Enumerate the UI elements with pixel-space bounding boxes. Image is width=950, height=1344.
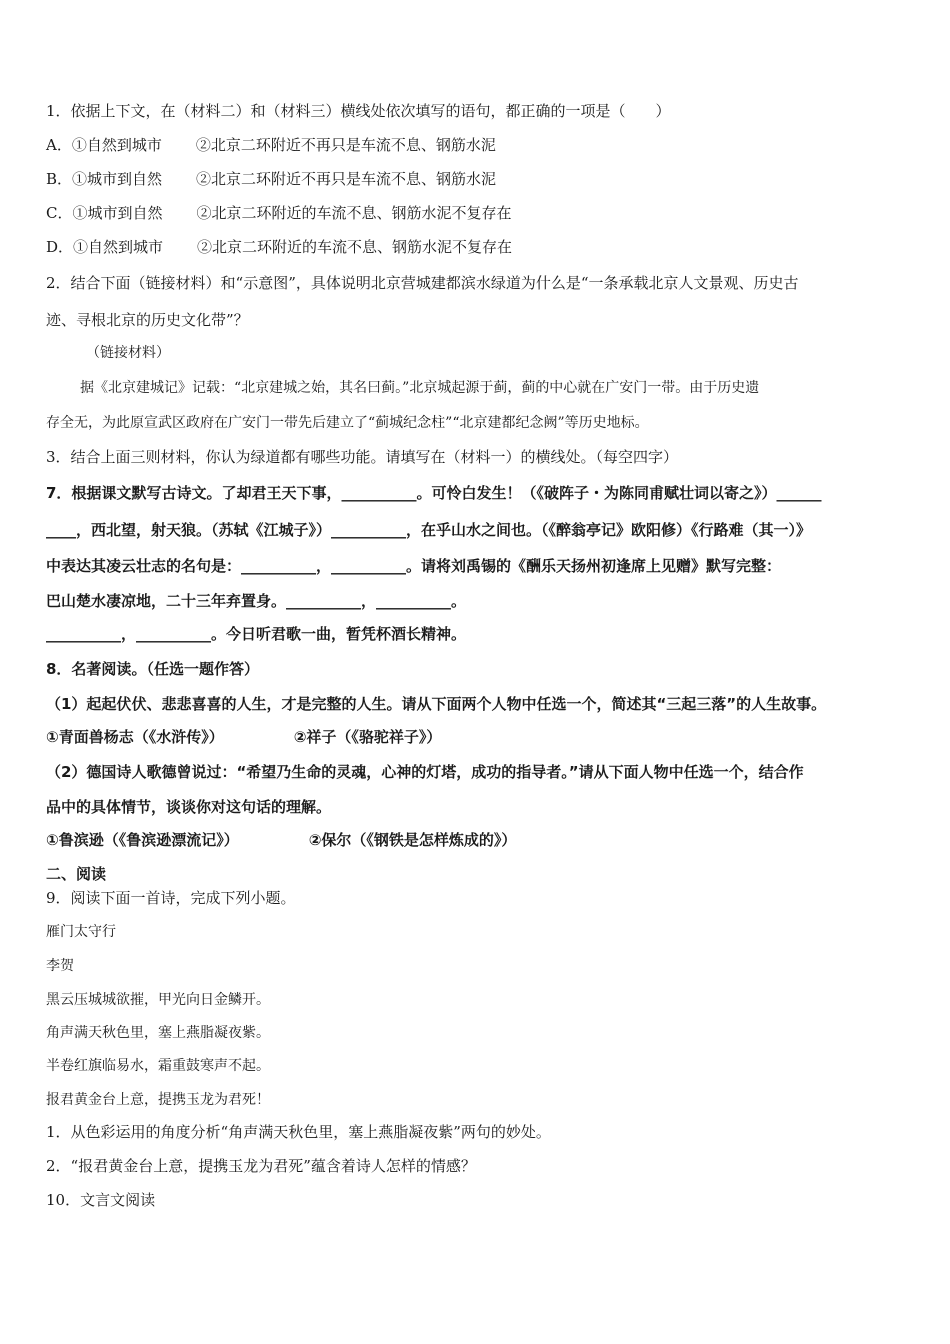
q9-sub2: 2．“报君黄金台上意，提携玉龙为君死”蕴含着诗人怎样的情感？ xyxy=(46,1157,476,1175)
q8-part2-line1: （2）德国诗人歌德曾说过：“希望乃生命的灵魂，心神的灯塔，成功的指导者。”请从下面人物中任选一个，结合作 xyxy=(46,763,804,781)
q7-line4: 巴山楚水凄凉地，二十三年弃置身。__________，__________。 xyxy=(46,592,467,610)
option-label: A．①自然到城市 xyxy=(46,136,162,154)
q1-option-d xyxy=(46,237,512,257)
q9-sub1: 1．从色彩运用的角度分析“角声满天秋色里，塞上燕脂凝夜紫”两句的妙处。 xyxy=(46,1123,551,1141)
option-text: ②北京二环附近的车流不息、钢筋水泥不复存在 xyxy=(197,238,513,256)
question-10: 10．文言文阅读 xyxy=(46,1191,156,1209)
poem-line: 半卷红旗临易水，霜重鼓寒声不起。 xyxy=(46,1058,270,1074)
option-label: D．①自然到城市 xyxy=(46,238,164,256)
q7-line1: 7．根据课文默写古诗文。了却君王天下事，__________。可怜白发生！（《破阵子・为陈同甫赋壮词以寄之》）______ xyxy=(46,484,822,502)
section-heading: 二、阅读 xyxy=(46,865,107,883)
poem-line: 角声满天秋色里，塞上燕脂凝夜紫。 xyxy=(46,1025,270,1041)
q8-part1: （1）起起伏伏、悲悲喜喜的人生，才是完整的人生。请从下面两个人物中任选一个，简述其“三起三落”的人生故事。 xyxy=(46,695,827,713)
q9-stem: 9．阅读下面一首诗，完成下列小题。 xyxy=(46,889,296,907)
poem-line: 黑云压城城欲摧，甲光向日金鳞开。 xyxy=(46,992,270,1008)
option-yang-zhi: ①青面兽杨志（《水浒传》） xyxy=(46,728,224,746)
option-paul: ②保尔（《钢铁是怎样炼成的》） xyxy=(308,831,517,849)
q2-link-line2: 存全无，为此原宣武区政府在广安门一带先后建立了“蓟城纪念柱”“北京建都纪念阙”等历史地标。 xyxy=(46,415,649,431)
option-xiangzi: ②祥子（《骆驼祥子》） xyxy=(293,728,442,746)
option-label: C．①城市到自然 xyxy=(46,204,163,222)
option-text: ②北京二环附近不再只是车流不息、钢筋水泥 xyxy=(195,136,496,154)
q7-line5: __________，__________。今日听君歌一曲，暂凭杯酒长精神。 xyxy=(46,625,467,643)
q1-stem: 1．依据上下文，在（材料二）和（材料三）横线处依次填写的语句，都正确的一项是（ ） xyxy=(46,102,671,120)
poem-title: 雁门太守行 xyxy=(46,924,116,940)
poem-author: 李贺 xyxy=(46,958,74,974)
q2-stem-line2: 迹、寻根北京的历史文化带”？ xyxy=(46,311,249,329)
q7-line2: ____，西北望，射天狼。（苏轼《江城子》）__________，在乎山水之间也。（《醉翁亭记》欧阳修）《行路难（其一）》 xyxy=(46,521,812,539)
q8-part2-line2: 品中的具体情节，谈谈你对这句话的理解。 xyxy=(46,798,332,816)
q2-link-line1: 据《北京建城记》记载：“北京建城之始，其名曰蓟。”北京城起源于蓟，蓟的中心就在广安门一带。由于历史遗 xyxy=(80,380,760,396)
option-text: ②北京二环附近的车流不息、钢筋水泥不复存在 xyxy=(196,204,512,222)
poem-line: 报君黄金台上意，提携玉龙为君死！ xyxy=(46,1092,270,1108)
q8-title: 8．名著阅读。（任选一题作答） xyxy=(46,660,259,678)
q1-option-a xyxy=(46,135,496,155)
q1-option-c xyxy=(46,203,512,223)
option-text: ②北京二环附近不再只是车流不息、钢筋水泥 xyxy=(196,170,497,188)
option-robinson: ①鲁滨逊（《鲁滨逊漂流记》） xyxy=(46,831,239,849)
q2-stem-line1: 2．结合下面（链接材料）和“示意图”，具体说明北京营城建都滨水绿道为什么是“一条承载北京人文景观、历史古 xyxy=(46,274,799,292)
q2-link-title: （链接材料） xyxy=(86,345,170,361)
option-label: B．①城市到自然 xyxy=(46,170,163,188)
q8-part1-options xyxy=(46,727,441,747)
question-3: 3．结合上面三则材料，你认为绿道都有哪些功能。请填写在（材料一）的横线处。（每空四字） xyxy=(46,448,679,466)
q7-line3: 中表达其凌云壮志的名句是：__________，__________。请将刘禹锡的《酬乐天扬州初逢席上见赠》默写完整： xyxy=(46,557,782,575)
q8-part2-options xyxy=(46,830,516,850)
q1-option-b xyxy=(46,169,496,189)
